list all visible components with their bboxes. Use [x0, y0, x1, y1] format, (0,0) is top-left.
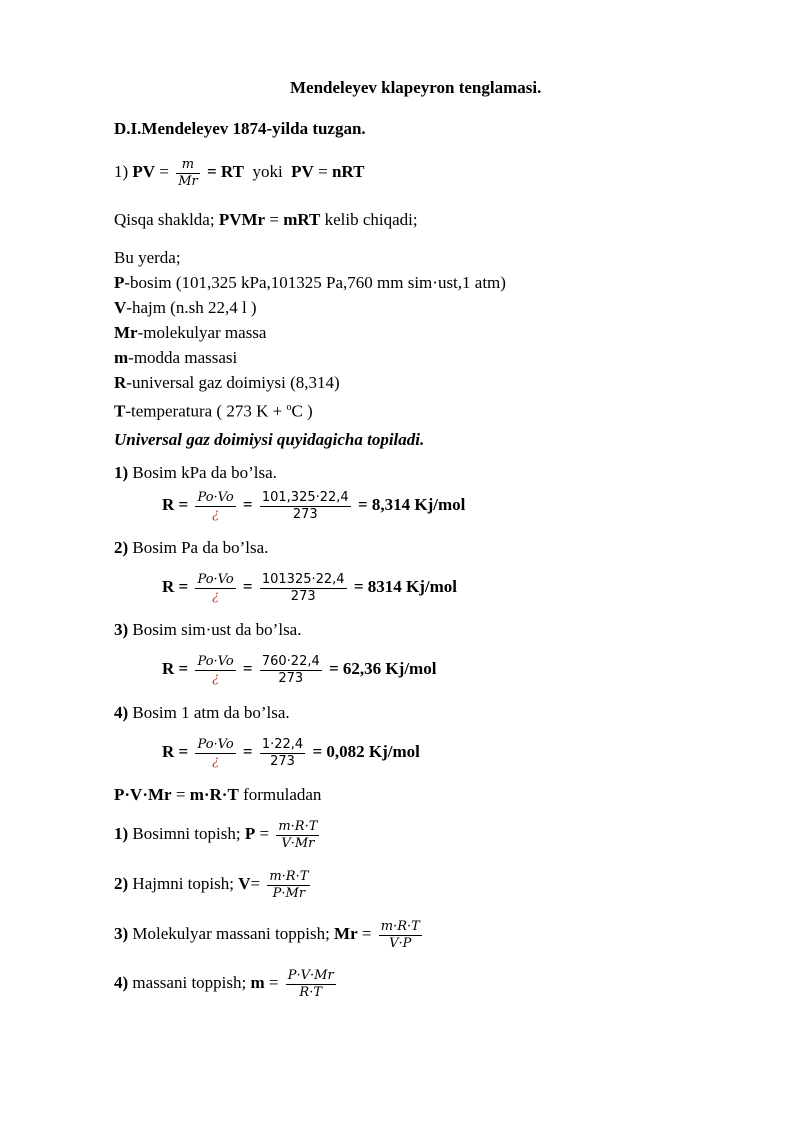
formula-a: P·V·Mr	[114, 785, 172, 804]
fraction-denominator: 273	[270, 753, 295, 769]
solve-symbol: V	[238, 874, 251, 893]
fraction-po-vo	[195, 737, 235, 770]
definition-text: -temperatura ( 273 K +	[125, 401, 287, 421]
short-pre: Qisqa shaklda;	[114, 210, 215, 229]
fraction-numerator: m	[176, 157, 200, 174]
definition-symbol: R	[114, 373, 127, 392]
definition-item	[114, 273, 506, 293]
definition-symbol: P	[114, 273, 125, 292]
fraction-numerator: 101,325·22,4	[261, 489, 349, 505]
definition-text: -bosim (101,325 kPa,101325 Pa,760 mm sim·ust,1 atm)	[124, 273, 506, 292]
fraction-numerator: 1·22,4	[261, 736, 304, 752]
solve-symbol: P	[244, 824, 256, 843]
case-number: 4)	[114, 703, 129, 722]
fraction-numerator: 101325·22,4	[261, 571, 345, 587]
fraction-po-vo	[195, 572, 235, 605]
formula-b: m·R·T	[189, 785, 239, 804]
solve-line	[114, 914, 425, 954]
fraction-denominator: ¿	[212, 753, 220, 769]
degree-superscript: o	[286, 402, 292, 413]
definition-item	[114, 298, 257, 318]
r-label: R =	[162, 577, 189, 596]
fraction-values	[260, 572, 347, 605]
definition-symbol: Mr	[114, 323, 138, 342]
case-heading	[114, 620, 301, 640]
solve-fraction	[267, 869, 310, 902]
definition-item	[114, 323, 266, 343]
case-heading	[114, 463, 277, 483]
case-text: Bosim 1 atm da bo’lsa.	[132, 703, 290, 722]
solve-symbol: Mr	[334, 924, 358, 943]
formula-eq: =	[175, 785, 186, 804]
fraction-denominator: P·Mr	[272, 885, 306, 901]
solve-fraction	[379, 919, 422, 952]
section-heading: Universal gaz doimiysi quyidagicha topiladi.	[114, 430, 425, 449]
eq-equals: =	[159, 162, 169, 181]
short-formula-b: mRT	[283, 210, 321, 229]
definition-symbol: V	[114, 298, 127, 317]
page-subtitle: D.I.Mendeleyev 1874-yilda tuzgan.	[114, 119, 366, 138]
case-result: = 0,082 Kj/mol	[312, 742, 420, 761]
solve-eq: =	[250, 874, 261, 893]
definition-text: -universal gaz doimiysi (8,314)	[126, 373, 340, 392]
solve-number: 4)	[114, 973, 129, 992]
definition-item	[114, 398, 313, 422]
definition-text: -modda massasi	[128, 348, 238, 367]
solve-number: 3)	[114, 924, 129, 943]
solve-fraction	[286, 968, 336, 1001]
formula-line	[114, 785, 321, 805]
eq-mid: = RT	[206, 162, 244, 181]
short-formula-a: PVMr	[218, 210, 266, 229]
eq-sign: =	[242, 659, 253, 678]
solve-eq: =	[268, 973, 279, 992]
solve-text: Molekulyar massani toppish;	[132, 924, 330, 943]
case-text: Bosim sim·ust da bo’lsa.	[132, 620, 302, 639]
fraction-numerator: Po·Vo	[197, 489, 234, 505]
fraction-m-over-mr	[176, 157, 200, 190]
fraction-denominator: 273	[278, 670, 304, 686]
solve-text: Hajmni topish;	[132, 874, 234, 893]
solve-number: 1)	[114, 824, 129, 843]
case-text: Bosim Pa da bo’lsa.	[132, 538, 269, 557]
fraction-values	[260, 490, 351, 523]
fraction-denominator: 273	[292, 506, 318, 522]
definition-item	[114, 373, 340, 393]
short-form-line	[114, 210, 418, 230]
solve-line	[114, 864, 313, 904]
case-number: 2)	[114, 538, 129, 557]
definition-symbol: m	[114, 348, 129, 367]
page-title: Mendeleyev klapeyron tenglamasi.	[290, 78, 542, 97]
short-post: kelib chiqadi;	[324, 210, 418, 229]
definition-symbol: T	[114, 401, 126, 421]
solve-line	[114, 963, 339, 1003]
case-number: 3)	[114, 620, 129, 639]
definition-item	[114, 348, 237, 368]
fraction-values	[260, 654, 322, 687]
case-result: = 62,36 Kj/mol	[329, 659, 437, 678]
fraction-numerator: m·R·T	[278, 818, 318, 834]
equation-1	[114, 155, 364, 190]
case-formula	[162, 486, 465, 524]
fraction-denominator: ¿	[212, 506, 220, 522]
fraction-denominator: ¿	[212, 588, 220, 604]
equation-number: 1)	[114, 162, 129, 181]
fraction-denominator: 273	[290, 588, 316, 604]
fraction-denominator: V·P	[389, 935, 412, 951]
eq-lhs: PV	[132, 162, 156, 181]
eq-sign: =	[242, 495, 253, 514]
formula-post: formuladan	[243, 785, 322, 804]
r-label: R =	[162, 495, 189, 514]
fraction-denominator: Mr	[178, 173, 198, 189]
fraction-numerator: Po·Vo	[197, 571, 234, 587]
solve-text: Bosimni topish;	[132, 824, 241, 843]
solve-eq: =	[361, 924, 372, 943]
definition-text-tail: C )	[291, 401, 313, 421]
case-formula	[162, 650, 436, 688]
fraction-po-vo	[195, 490, 235, 523]
definitions-intro: Bu yerda;	[114, 248, 181, 267]
eq-rhs-2: nRT	[331, 162, 365, 181]
case-number: 1)	[114, 463, 129, 482]
solve-number: 2)	[114, 874, 129, 893]
solve-fraction	[276, 819, 319, 852]
fraction-numerator: m·R·T	[269, 868, 309, 884]
fraction-numerator: P·V·Mr	[287, 967, 334, 983]
case-formula	[162, 568, 457, 606]
fraction-numerator: Po·Vo	[197, 653, 234, 669]
fraction-numerator: Po·Vo	[197, 736, 234, 752]
solve-line	[114, 814, 322, 854]
case-formula	[162, 733, 420, 771]
eq-yoki: yoki	[252, 162, 283, 181]
eq-equals-2: =	[318, 162, 328, 181]
case-result: = 8,314 Kj/mol	[357, 495, 466, 514]
fraction-numerator: m·R·T	[380, 918, 420, 934]
case-heading	[114, 703, 290, 723]
short-eq: =	[269, 210, 279, 229]
fraction-denominator: V·Mr	[281, 835, 315, 851]
r-label: R =	[162, 742, 189, 761]
solve-text: massani toppish;	[132, 973, 247, 992]
fraction-numerator: 760·22,4	[261, 653, 320, 669]
solve-eq: =	[259, 824, 270, 843]
r-label: R =	[162, 659, 189, 678]
fraction-denominator: ¿	[212, 670, 220, 686]
case-result: = 8314 Kj/mol	[353, 577, 458, 596]
fraction-po-vo	[195, 654, 235, 687]
definition-text: -molekulyar massa	[137, 323, 267, 342]
fraction-values	[260, 737, 305, 770]
case-text: Bosim kPa da bo’lsa.	[132, 463, 277, 482]
eq-sign: =	[242, 742, 253, 761]
eq-lhs-2: PV	[291, 162, 314, 181]
solve-symbol: m	[250, 973, 265, 992]
fraction-denominator: R·T	[299, 984, 323, 1000]
definition-text: -hajm (n.sh 22,4 l )	[126, 298, 257, 317]
case-heading	[114, 538, 268, 558]
eq-sign: =	[242, 577, 253, 596]
